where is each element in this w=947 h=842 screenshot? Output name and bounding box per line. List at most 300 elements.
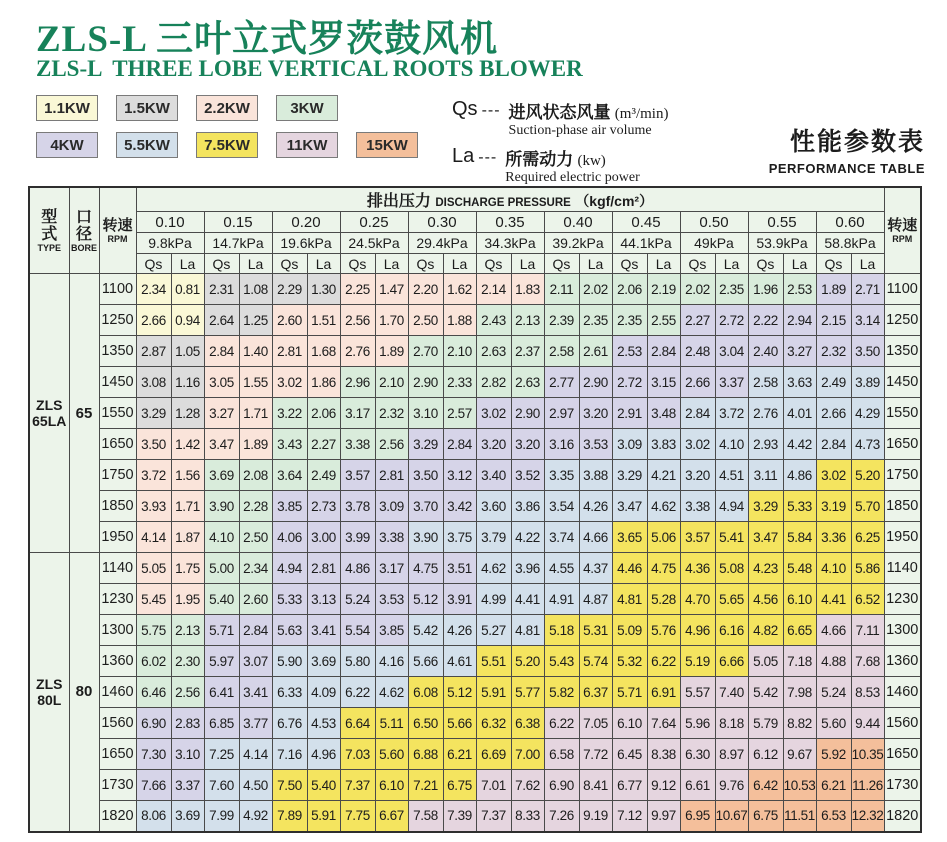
pressure-kpa-header: 29.4kPa (408, 233, 476, 254)
qs-value: 2.90 (408, 367, 443, 398)
qs-value: 7.21 (408, 770, 443, 801)
la-value: 10.67 (715, 801, 748, 832)
la-value: 6.65 (783, 615, 816, 646)
la-value: 12.32 (851, 801, 884, 832)
qs-value: 2.27 (680, 305, 715, 336)
la-value: 7.18 (783, 646, 816, 677)
qs-value: 3.38 (340, 429, 375, 460)
pressure-kgf-header: 0.15 (204, 212, 272, 233)
la-value: 8.82 (783, 708, 816, 739)
la-value: 3.13 (307, 584, 340, 615)
la-value: 5.11 (375, 708, 408, 739)
qs-value: 6.33 (272, 677, 307, 708)
table-row (29, 770, 921, 801)
la-value: 5.48 (783, 553, 816, 584)
rpm-cell-left: 1850 (99, 491, 136, 522)
qs-value: 2.15 (816, 305, 851, 336)
la-value: 3.27 (783, 336, 816, 367)
qs-value: 2.84 (816, 429, 851, 460)
la-value: 3.86 (511, 491, 544, 522)
qs-value: 5.00 (204, 553, 239, 584)
table-row (29, 522, 921, 553)
la-value: 9.76 (715, 770, 748, 801)
legend-item-11kw: 11KW (276, 132, 338, 158)
table-row (29, 429, 921, 460)
qs-value: 2.49 (816, 367, 851, 398)
la-value: 2.56 (171, 677, 204, 708)
la-value: 10.35 (851, 739, 884, 770)
qs-value: 5.32 (612, 646, 647, 677)
la-value: 3.48 (647, 398, 680, 429)
qs-value: 3.22 (272, 398, 307, 429)
qs-value: 3.20 (680, 460, 715, 491)
la-value: 3.52 (511, 460, 544, 491)
la-value: 3.00 (307, 522, 340, 553)
la-value: 4.86 (783, 460, 816, 491)
qs-value: 6.88 (408, 739, 443, 770)
rpm-cell-left: 1550 (99, 398, 136, 429)
qs-value: 2.93 (748, 429, 783, 460)
la-value: 6.67 (375, 801, 408, 832)
qs-value: 5.18 (544, 615, 579, 646)
qs-value: 2.66 (680, 367, 715, 398)
qs-value: 5.45 (136, 584, 171, 615)
la-value: 8.41 (579, 770, 612, 801)
la-value: 2.94 (783, 305, 816, 336)
la-value: 4.50 (239, 770, 272, 801)
la-value: 2.27 (307, 429, 340, 460)
la-value: 2.90 (579, 367, 612, 398)
la-value: 4.62 (647, 491, 680, 522)
qs-value: 7.26 (544, 801, 579, 832)
la-value: 2.84 (647, 336, 680, 367)
qs-value: 3.85 (272, 491, 307, 522)
la-value: 1.16 (171, 367, 204, 398)
la-value: 2.13 (511, 305, 544, 336)
table-row (29, 708, 921, 739)
la-value: 2.35 (579, 305, 612, 336)
la-value: 3.51 (443, 553, 476, 584)
legend-row (36, 132, 486, 160)
la-header: La (239, 254, 272, 274)
la-value: 4.75 (647, 553, 680, 584)
la-value: 2.71 (851, 274, 884, 305)
la-value: 3.96 (511, 553, 544, 584)
qs-value: 5.71 (612, 677, 647, 708)
la-header: La (783, 254, 816, 274)
la-value: 4.87 (579, 584, 612, 615)
qs-value: 3.27 (204, 398, 239, 429)
qs-value: 1.96 (748, 274, 783, 305)
la-value: 3.63 (783, 367, 816, 398)
qs-value: 2.81 (272, 336, 307, 367)
la-value: 5.60 (375, 739, 408, 770)
qs-value: 7.16 (272, 739, 307, 770)
la-value: 3.12 (443, 460, 476, 491)
qs-value: 1.89 (816, 274, 851, 305)
qs-value: 6.76 (272, 708, 307, 739)
qs-value: 6.85 (204, 708, 239, 739)
qs-value: 3.47 (612, 491, 647, 522)
la-value: 5.65 (715, 584, 748, 615)
qs-value: 6.22 (544, 708, 579, 739)
qs-value: 6.90 (136, 708, 171, 739)
qs-value: 5.12 (408, 584, 443, 615)
la-value: 2.08 (239, 460, 272, 491)
qs-value: 2.35 (612, 305, 647, 336)
qs-value: 5.05 (748, 646, 783, 677)
la-value: 1.42 (171, 429, 204, 460)
la-value: 1.89 (239, 429, 272, 460)
la-value: 2.63 (511, 367, 544, 398)
qs-value: 4.23 (748, 553, 783, 584)
la-value: 4.41 (511, 584, 544, 615)
rpm-cell-right: 1140 (884, 553, 921, 584)
qs-unit: (m³/min) (614, 106, 669, 122)
qs-value: 5.51 (476, 646, 511, 677)
qs-value: 5.96 (680, 708, 715, 739)
qs-value: 3.05 (204, 367, 239, 398)
rpm-cell-right: 1450 (884, 367, 921, 398)
pressure-kpa-header: 9.8kPa (136, 233, 204, 254)
qs-header: Qs (272, 254, 307, 274)
la-value: 1.75 (171, 553, 204, 584)
la-value: 1.55 (239, 367, 272, 398)
la-value: 7.62 (511, 770, 544, 801)
qs-value: 2.06 (612, 274, 647, 305)
qs-value: 3.69 (204, 460, 239, 491)
discharge-pressure-header: 排出压力 DISCHARGE PRESSURE （kgf/cm²） (136, 187, 884, 212)
qs-value: 6.50 (408, 708, 443, 739)
la-value: 6.91 (647, 677, 680, 708)
legend-item-15kw: 15KW (356, 132, 418, 158)
qs-header: Qs (680, 254, 715, 274)
la-value: 3.09 (375, 491, 408, 522)
la-note (452, 145, 640, 186)
qs-value: 3.29 (748, 491, 783, 522)
qs-value: 3.50 (136, 429, 171, 460)
legend-row (36, 95, 486, 123)
la-value: 2.53 (783, 274, 816, 305)
legend-item-1.1kw: 1.1KW (36, 95, 98, 121)
la-value: 1.40 (239, 336, 272, 367)
pressure-kpa-header: 19.6kPa (272, 233, 340, 254)
qs-value: 2.50 (408, 305, 443, 336)
la-value: 5.33 (783, 491, 816, 522)
pressure-kpa-header: 49kPa (680, 233, 748, 254)
qs-value: 2.48 (680, 336, 715, 367)
pressure-kpa-header: 44.1kPa (612, 233, 680, 254)
la-value: 4.81 (511, 615, 544, 646)
la-value: 3.04 (715, 336, 748, 367)
table-row (29, 646, 921, 677)
rpm-cell-right: 1950 (884, 522, 921, 553)
qs-value: 5.42 (408, 615, 443, 646)
qs-value: 2.87 (136, 336, 171, 367)
table-row (29, 398, 921, 429)
qs-value: 6.53 (816, 801, 851, 832)
la-value: 5.31 (579, 615, 612, 646)
qs-label-en: Suction-phase air volume (508, 123, 652, 138)
la-value: 0.94 (171, 305, 204, 336)
la-value: 3.37 (171, 770, 204, 801)
table-row (29, 801, 921, 832)
qs-value: 5.42 (748, 677, 783, 708)
qs-value: 2.22 (748, 305, 783, 336)
bore-cell: 80 (69, 553, 99, 832)
qs-value: 7.58 (408, 801, 443, 832)
qs-note (452, 98, 668, 139)
col-header-rpm-right: 转速 RPM (884, 187, 921, 274)
la-value: 6.75 (443, 770, 476, 801)
legend-item-7.5kw: 7.5KW (196, 132, 258, 158)
qs-value: 4.94 (272, 553, 307, 584)
la-value: 11.26 (851, 770, 884, 801)
table-row (29, 677, 921, 708)
pressure-kpa-header: 14.7kPa (204, 233, 272, 254)
qs-value: 3.64 (272, 460, 307, 491)
qs-value: 6.75 (748, 801, 783, 832)
la-value: 4.94 (715, 491, 748, 522)
qs-value: 4.66 (816, 615, 851, 646)
la-value: 2.61 (579, 336, 612, 367)
qs-value: 3.50 (408, 460, 443, 491)
la-value: 2.37 (511, 336, 544, 367)
la-value: 2.81 (307, 553, 340, 584)
qs-value: 4.75 (408, 553, 443, 584)
rpm-cell-left: 1650 (99, 429, 136, 460)
la-value: 2.13 (171, 615, 204, 646)
la-value: 9.97 (647, 801, 680, 832)
qs-value: 4.14 (136, 522, 171, 553)
qs-value: 7.50 (272, 770, 307, 801)
qs-value: 4.06 (272, 522, 307, 553)
la-value: 5.41 (715, 522, 748, 553)
qs-value: 3.43 (272, 429, 307, 460)
la-header: La (715, 254, 748, 274)
la-header: La (511, 254, 544, 274)
la-value: 0.81 (171, 274, 204, 305)
rpm-cell-left: 1140 (99, 553, 136, 584)
qs-value: 3.19 (816, 491, 851, 522)
la-value: 5.70 (851, 491, 884, 522)
qs-value: 3.79 (476, 522, 511, 553)
la-value: 3.77 (239, 708, 272, 739)
la-value: 3.50 (851, 336, 884, 367)
rpm-cell-right: 1460 (884, 677, 921, 708)
la-value: 5.74 (579, 646, 612, 677)
qs-value: 5.27 (476, 615, 511, 646)
la-value: 1.62 (443, 274, 476, 305)
qs-value: 7.01 (476, 770, 511, 801)
rpm-cell-left: 1460 (99, 677, 136, 708)
qs-value: 6.90 (544, 770, 579, 801)
la-value: 5.20 (511, 646, 544, 677)
la-value: 2.90 (511, 398, 544, 429)
la-value: 1.70 (375, 305, 408, 336)
la-value: 2.32 (375, 398, 408, 429)
la-value: 1.30 (307, 274, 340, 305)
qs-value: 4.55 (544, 553, 579, 584)
pressure-kgf-header: 0.45 (612, 212, 680, 233)
la-value: 6.25 (851, 522, 884, 553)
la-value: 8.18 (715, 708, 748, 739)
qs-value: 3.17 (340, 398, 375, 429)
qs-value: 5.75 (136, 615, 171, 646)
la-value: 1.25 (239, 305, 272, 336)
la-value: 6.10 (375, 770, 408, 801)
qs-value: 3.11 (748, 460, 783, 491)
qs-value: 5.79 (748, 708, 783, 739)
la-value: 6.66 (715, 646, 748, 677)
qs-value: 3.70 (408, 491, 443, 522)
la-value: 8.38 (647, 739, 680, 770)
legend-item-2.2kw: 2.2KW (196, 95, 258, 121)
qs-header: Qs (476, 254, 511, 274)
qs-value: 6.22 (340, 677, 375, 708)
qs-header: Qs (408, 254, 443, 274)
qs-value: 5.66 (408, 646, 443, 677)
pressure-kpa-header: 34.3kPa (476, 233, 544, 254)
qs-value: 5.54 (340, 615, 375, 646)
qs-value: 5.92 (816, 739, 851, 770)
rpm-cell-left: 1560 (99, 708, 136, 739)
la-header: La (375, 254, 408, 274)
la-value: 3.75 (443, 522, 476, 553)
la-value: 4.73 (851, 429, 884, 460)
qs-value: 5.91 (476, 677, 511, 708)
qs-value: 7.03 (340, 739, 375, 770)
la-value: 1.68 (307, 336, 340, 367)
la-value: 3.20 (579, 398, 612, 429)
qs-value: 4.70 (680, 584, 715, 615)
qs-value: 2.20 (408, 274, 443, 305)
la-value: 2.84 (443, 429, 476, 460)
la-value: 2.73 (307, 491, 340, 522)
la-value: 5.06 (647, 522, 680, 553)
qs-value: 5.97 (204, 646, 239, 677)
la-value: 2.06 (307, 398, 340, 429)
pressure-kpa-header: 39.2kPa (544, 233, 612, 254)
la-value: 3.85 (375, 615, 408, 646)
qs-value: 2.39 (544, 305, 579, 336)
la-value: 4.01 (783, 398, 816, 429)
qs-value: 3.90 (408, 522, 443, 553)
qs-value: 7.37 (476, 801, 511, 832)
qs-value: 7.30 (136, 739, 171, 770)
la-value: 4.53 (307, 708, 340, 739)
qs-value: 6.69 (476, 739, 511, 770)
qs-value: 6.58 (544, 739, 579, 770)
la-value: 8.33 (511, 801, 544, 832)
la-value: 6.52 (851, 584, 884, 615)
performance-table (28, 186, 922, 833)
qs-value: 4.56 (748, 584, 783, 615)
power-legend (36, 95, 486, 169)
rpm-cell-left: 1950 (99, 522, 136, 553)
qs-value: 6.30 (680, 739, 715, 770)
qs-value: 2.14 (476, 274, 511, 305)
qs-value: 4.36 (680, 553, 715, 584)
la-value: 3.41 (307, 615, 340, 646)
la-value: 2.30 (171, 646, 204, 677)
qs-value: 3.60 (476, 491, 511, 522)
qs-value: 5.33 (272, 584, 307, 615)
la-value: 5.66 (443, 708, 476, 739)
la-value: 1.71 (171, 491, 204, 522)
qs-value: 6.95 (680, 801, 715, 832)
rpm-cell-right: 1560 (884, 708, 921, 739)
la-label-cn: 所需动力 (505, 150, 574, 169)
la-value: 2.57 (443, 398, 476, 429)
qs-value: 2.97 (544, 398, 579, 429)
la-value: 1.51 (307, 305, 340, 336)
qs-header: Qs (136, 254, 171, 274)
table-row (29, 553, 921, 584)
qs-value: 2.11 (544, 274, 579, 305)
type-cell: ZLS 80L (29, 553, 69, 832)
qs-value: 6.45 (612, 739, 647, 770)
la-value: 2.81 (375, 460, 408, 491)
qs-value: 3.20 (476, 429, 511, 460)
rpm-cell-right: 1850 (884, 491, 921, 522)
qs-value: 5.57 (680, 677, 715, 708)
qs-value: 3.65 (612, 522, 647, 553)
pressure-kgf-header: 0.55 (748, 212, 816, 233)
la-value: 3.14 (851, 305, 884, 336)
la-value: 9.12 (647, 770, 680, 801)
la-value: 7.39 (443, 801, 476, 832)
la-value: 1.47 (375, 274, 408, 305)
la-value: 3.53 (375, 584, 408, 615)
qs-value: 2.34 (136, 274, 171, 305)
la-value: 3.42 (443, 491, 476, 522)
qs-value: 3.02 (680, 429, 715, 460)
qs-value: 2.77 (544, 367, 579, 398)
rpm-cell-left: 1300 (99, 615, 136, 646)
la-value: 1.56 (171, 460, 204, 491)
la-value: 8.97 (715, 739, 748, 770)
page-subtitle: ZLS-L THREE LOBE VERTICAL ROOTS BLOWER (36, 56, 583, 81)
qs-value: 5.24 (340, 584, 375, 615)
qs-value: 2.64 (204, 305, 239, 336)
qs-value: 5.40 (204, 584, 239, 615)
la-unit: (kw) (577, 153, 606, 169)
rpm-cell-right: 1250 (884, 305, 921, 336)
qs-label-cn: 进风状态风量 (508, 103, 611, 122)
la-value: 2.02 (579, 274, 612, 305)
pressure-kpa-header: 24.5kPa (340, 233, 408, 254)
qs-value: 2.84 (204, 336, 239, 367)
la-value: 7.98 (783, 677, 816, 708)
la-value: 3.20 (511, 429, 544, 460)
qs-header: Qs (204, 254, 239, 274)
la-value: 4.09 (307, 677, 340, 708)
la-value: 4.26 (579, 491, 612, 522)
rpm-cell-left: 1650 (99, 739, 136, 770)
la-value: 2.56 (375, 429, 408, 460)
rpm-cell-left: 1350 (99, 336, 136, 367)
table-row (29, 491, 921, 522)
la-value: 4.16 (375, 646, 408, 677)
la-value: 11.51 (783, 801, 816, 832)
la-value: 4.37 (579, 553, 612, 584)
la-value: 3.17 (375, 553, 408, 584)
la-value: 2.60 (239, 584, 272, 615)
qs-value: 2.32 (816, 336, 851, 367)
pressure-kpa-header: 53.9kPa (748, 233, 816, 254)
la-value: 7.00 (511, 739, 544, 770)
